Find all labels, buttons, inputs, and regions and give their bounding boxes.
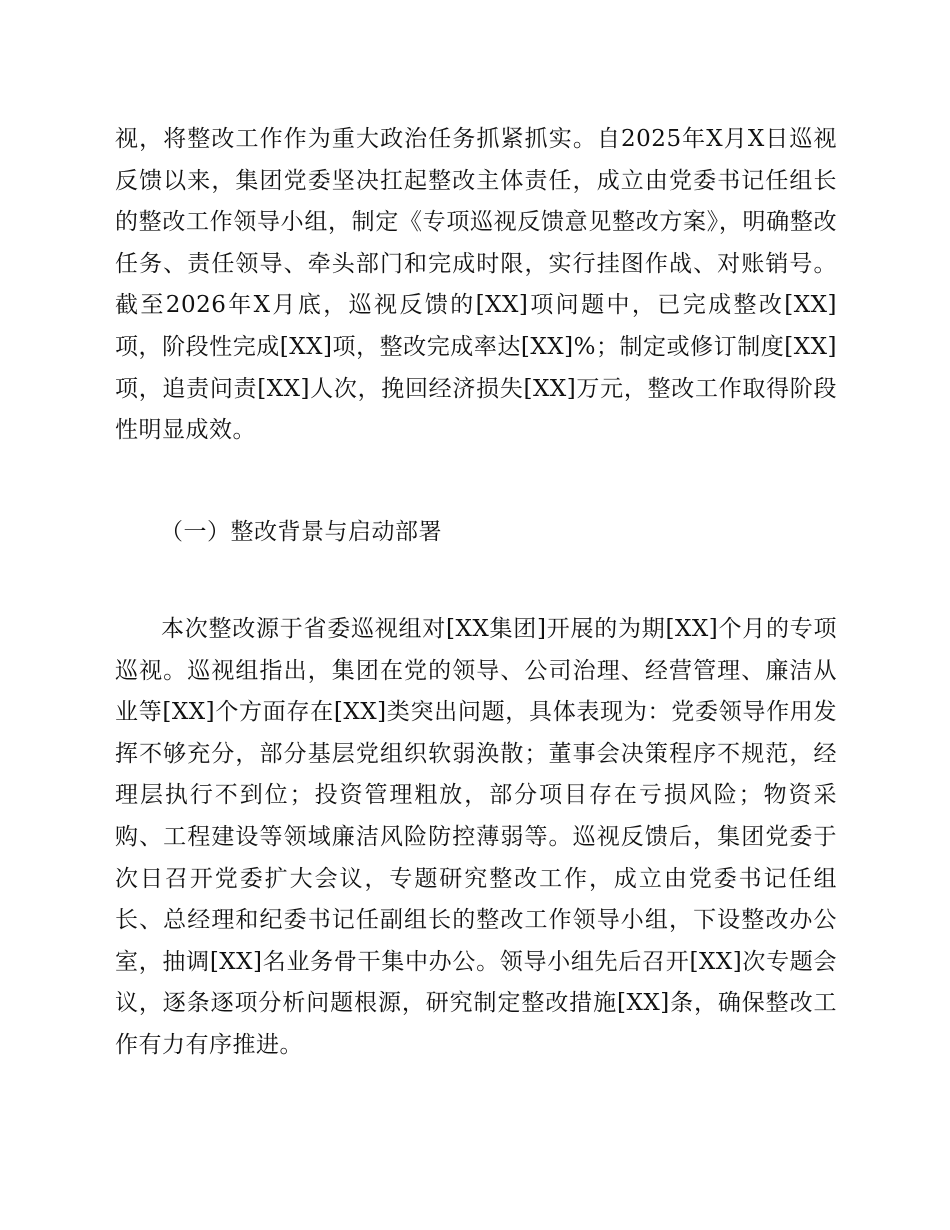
body-paragraph-background: 本次整改源于省委巡视组对[XX集团]开展的为期[XX]个月的专项巡视。巡视组指出，集团在党的领导、公司治理、经营管理、廉洁从业等[XX]个方面存在[XX]类突出问题，具体表现为：党委领导作用发挥不够充分，部分基层党组织软弱涣散；董事会决策程序不规范，经理层执行不到位；投资管理粗放，部分项目存在亏损风险；物资采购、工程建设等领域廉洁风险防控薄弱等。巡视反馈后，集团党委于次日召开党委扩大会议，专题研究整改工作，成立由党委书记任组长、总经理和纪委书记任副组长的整改工作领导小组，下设整改办公室，抽调[XX]名业务骨干集中办公。领导小组先后召开[XX]次专题会议，逐条逐项分析问题根源，研究制定整改措施[XX]条，确保整改工作有力有序推进。 [115,616,837,1058]
section-heading: （一）整改背景与启动部署 [160,519,442,545]
body-paragraph-intro: 视，将整改工作作为重大政治任务抓紧抓实。自2025年X月X日巡视反馈以来，集团党委坚决扛起整改主体责任，成立由党委书记任组长的整改工作领导小组，制定《专项巡视反馈意见整改方案》，明确整改任务、责任领导、牵头部门和完成时限，实行挂图作战、对账销号。截至2026年X月底，巡视反馈的[XX]项问题中，已完成整改[XX]项，阶段性完成[XX]项，整改完成率达[XX]%；制定或修订制度[XX]项，追责问责[XX]人次，挽回经济损失[XX]万元，整改工作取得阶段性明显成效。 [115,126,838,444]
